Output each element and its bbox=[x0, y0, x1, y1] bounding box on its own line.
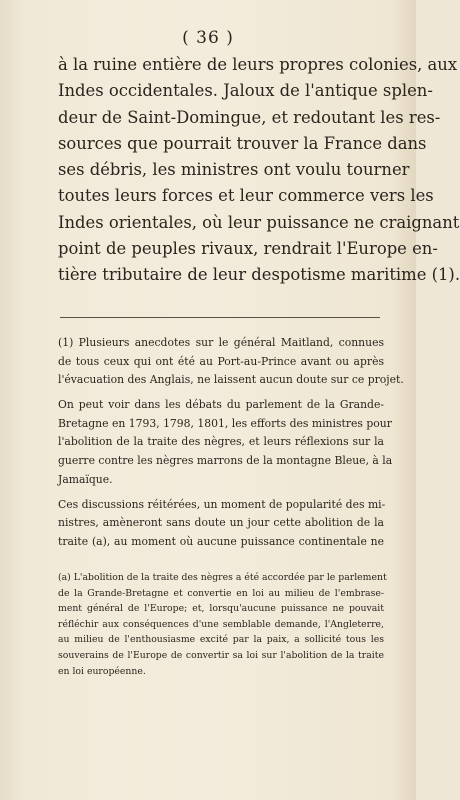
subnote-line: réfléchir aux conséquences d'une semblable demande, l'Angleterre, bbox=[58, 618, 384, 630]
footnote-line: (1) Plusieurs anecdotes sur le général Maitland, connues bbox=[58, 336, 384, 349]
main-text-line: ses débris, les ministres ont voulu tourner bbox=[58, 160, 410, 180]
main-text-line: à la ruine entière de leurs propres colonies, aux bbox=[58, 55, 458, 74]
footnote-line: l'évacuation des Anglais, ne laissent aucun doute sur ce projet. bbox=[58, 373, 404, 387]
subnote-line: ment général de l'Europe; et, lorsqu'aucune puissance ne pouvait bbox=[58, 603, 384, 615]
footnote-line: Ces discussions réitérées, un moment de popularité des mi- bbox=[58, 497, 386, 511]
main-text-line: sources que pourrait trouver la France dans bbox=[58, 133, 427, 153]
footnote-line: guerre contre les nègres marrons de la montagne Bleue, à la bbox=[58, 454, 393, 468]
main-text-line: deur de Saint-Domingue, et redoutant les res- bbox=[58, 107, 441, 127]
subnote-line: (a) L'abolition de la traite des nègres a été accordée par le parlement bbox=[58, 572, 387, 583]
footnote-line: traite (a), au moment où aucune puissance continentale ne bbox=[58, 534, 384, 548]
footnote-rule bbox=[60, 317, 380, 318]
main-text-line: Indes orientales, où leur puissance ne craignant bbox=[58, 212, 460, 232]
footnote-line: l'abolition de la traite des nègres, et leurs réflexions sur la bbox=[58, 435, 384, 449]
footnote-line: On peut voir dans les débats du parlement de la Grande- bbox=[58, 398, 384, 412]
footnote-line: Jamaïque. bbox=[58, 472, 113, 486]
subnote bbox=[58, 570, 387, 679]
footnote-line: Bretagne en 1793, 1798, 1801, les efforts des ministres pour bbox=[58, 416, 392, 430]
main-text-line: Indes occidentales. Jaloux de l'antique splen- bbox=[58, 81, 433, 101]
footnote-line: nistres, amèneront sans doute un jour cette abolition de la bbox=[58, 516, 384, 530]
main-text-line: toutes leurs forces et leur commerce vers les bbox=[58, 186, 434, 206]
subnote-line: de la Grande-Bretagne et convertie en loi au milieu de l'embrase- bbox=[58, 587, 384, 599]
subnote-line: au milieu de l'enthousiasme excité par la paix, a sollicité tous les bbox=[58, 634, 384, 646]
main-text bbox=[58, 52, 460, 289]
main-text-line: point de peuples rivaux, rendrait l'Europe en- bbox=[58, 239, 438, 259]
footnotes bbox=[58, 334, 404, 552]
subnote-line: en loi européenne. bbox=[58, 665, 146, 677]
footnote-line: de tous ceux qui ont été au Port-au-Prince avant ou après bbox=[58, 354, 384, 368]
main-text-line: tière tributaire de leur despotisme maritime (1). bbox=[58, 265, 460, 285]
subnote-line: souverains de l'Europe de convertir sa loi sur l'abolition de la traite bbox=[58, 649, 384, 661]
page-number: ( 36 ) bbox=[182, 28, 234, 48]
